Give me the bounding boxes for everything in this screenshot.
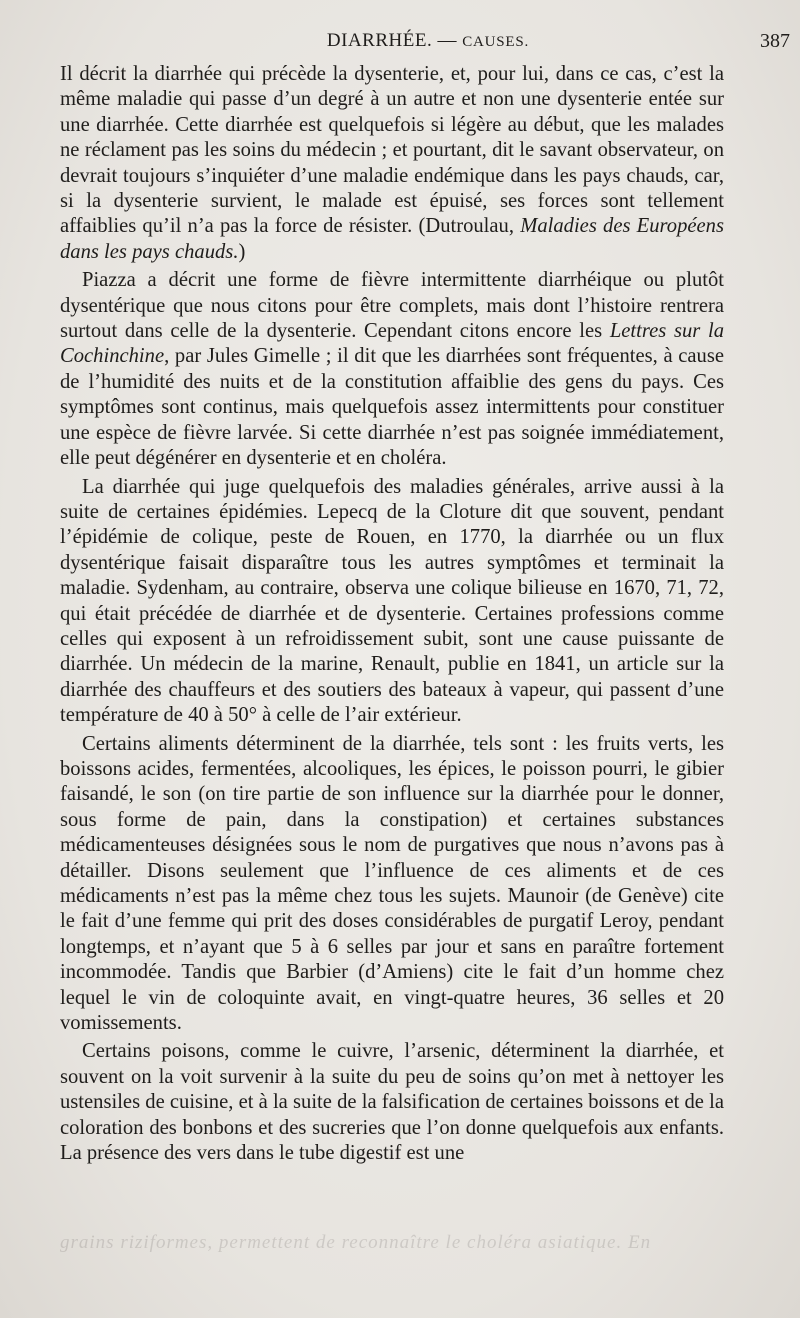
show-through-text: grains riziformes, permettent de reconnaître le choléra asiatique. En: [60, 1232, 652, 1253]
paragraph-1-end: ): [238, 240, 246, 263]
citation-title: Maladies des Européens dans les pays chauds.: [60, 215, 724, 263]
body-text: [60, 62, 724, 1169]
paragraph-1: [60, 62, 724, 265]
paragraph-2-text-a: Piazza a décrit une forme de fièvre intermittente diarrhéique ou plutôt dysentérique que nous citons pour être complets, mais dont l’histoire rentrera surtout dans celle de la dysenterie. Cependant citons encore les: [60, 269, 724, 343]
paragraph-2: [60, 268, 724, 471]
running-head-section: CAUSES.: [462, 34, 530, 50]
paragraph-3: La diarrhée qui juge quelquefois des maladies générales, arrive aussi à la suite de certaines épidémies. Lepecq de la Cloture dit que souvent, pendant l’épidémie de colique, peste de Rouen, en 1770, la diarrhée ou un flux dysentérique faisait disparaître tous les autres symptômes et terminait la maladie. Sydenham, au contraire, observa une colique bilieuse en 1670, 71, 72, qui était précédée de diarrhée et de dysenterie. Certaines professions comme celles qui exposent à un refroidissement subit, sont une cause puissante de diarrhée. Un médecin de la marine, Renault, publie en 1841, un article sur la diarrhée des chauffeurs et des soutiers des bateaux à vapeur, qui passent d’une température de 40 à 50° à celle de l’air extérieur.: [60, 475, 724, 727]
page-header: [60, 30, 796, 60]
paragraph-5: Certains poisons, comme le cuivre, l’arsenic, déterminent la diarrhée, et souvent on la voit survenir à la suite du peu de soins qu’on met à nettoyer les ustensiles de cuisine, et à la suite de la falsification de certaines boissons et de la coloration des bonbons et des sucreries que l’on donne quelquefois aux enfants. La présence des vers dans le tube digestif est une: [60, 1040, 724, 1165]
running-head: [60, 30, 796, 52]
paragraph-2-text-b: , par Jules Gimelle ; il dit que les diarrhées sont fréquentes, à cause de l’humidité des nuits et de la constitution affaiblie des gens du pays. Ces symptômes sont continus, mais quelquefois assez intermittents pour constituer une espèce de fièvre larvée. Si cette diarrhée n’est pas soignée immédiatement, elle peut dégénérer en dysenterie et en choléra.: [60, 345, 724, 470]
paragraph-1-text: Il décrit la diarrhée qui précède la dysenterie, et, pour lui, dans ce cas, c’est la même maladie qui passe d’un degré à un autre et non une dysenterie entée sur une diarrhée. Cette diarrhée est quelquefois si légère au début, que les malades ne réclament pas les soins du médecin ; et pourtant, dit le savant observateur, on devrait toujours s’inquiéter d’une maladie endémique dans les pays chauds, car, si la dysenterie survient, le malade est épuisé, ses forces sont tellement affaiblies qu’il n’a pas la force de résister. (Dutroulau,: [60, 63, 724, 238]
running-head-title: DIARRHÉE. —: [326, 30, 463, 51]
page-number: 387: [760, 30, 790, 52]
book-title: Lettres sur la Cochinchine: [60, 320, 724, 368]
paragraph-4: Certains aliments déterminent de la diarrhée, tels sont : les fruits verts, les boissons acides, fermentées, alcooliques, les épices, le poisson pourri, le gibier faisandé, le son (on tire partie de son influence sur la diarrhée pour le donner, sous forme de pain, dans la constipation) et certaines substances médicamenteuses désignées sous le nom de purgatives que nous n’avons pas à détailler. Disons seulement que l’influence de ces aliments et de ces médicaments n’est pas la même chez tous les sujets. Maunoir (de Genève) cite le fait d’une femme qui prit des doses considérables de purgatif Leroy, pendant longtemps, et n’ayant que 5 à 6 selles par jour et sans en paraître fortement incommodée. Tandis que Barbier (d’Amiens) cite le fait d’un homme chez lequel le vin de coloquinte avait, en vingt-quatre heures, 36 selles et 20 vomissements.: [60, 732, 724, 1035]
